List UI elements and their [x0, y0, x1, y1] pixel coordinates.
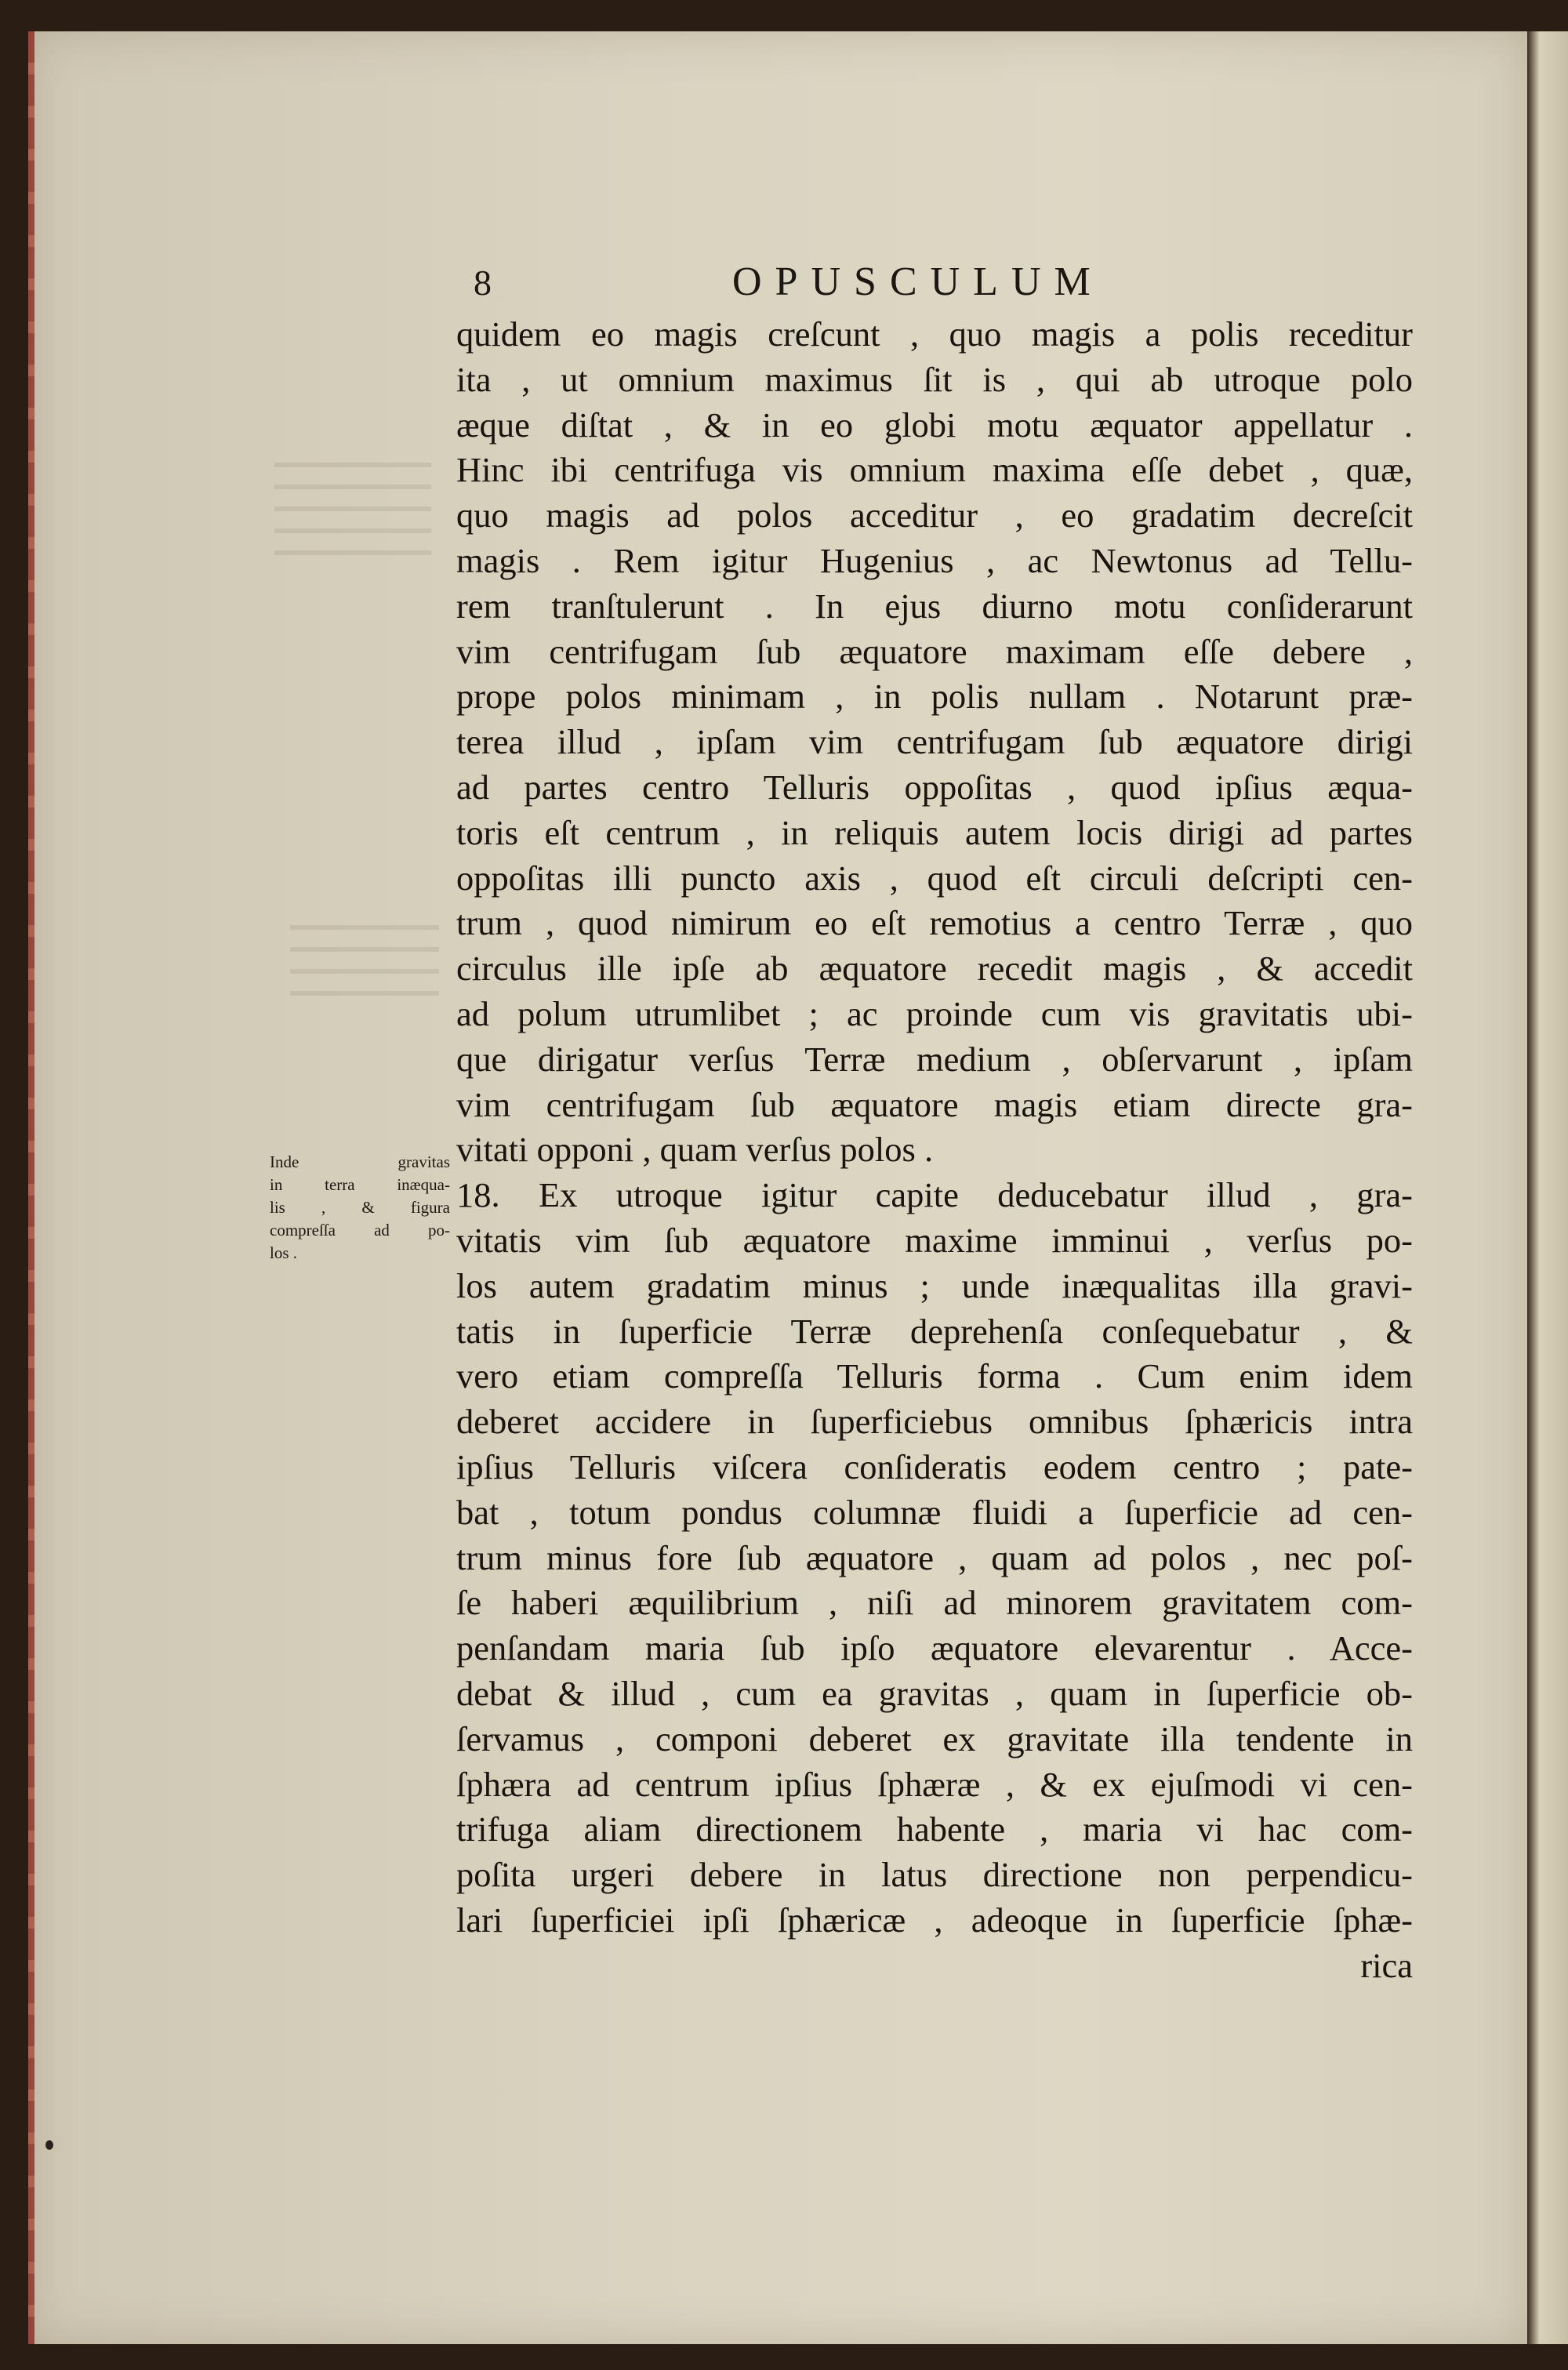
text-line: ſe haberi æquilibrium , niſi ad minorem gravitatem com- [456, 1583, 1413, 1623]
margin-note-line: lis , & figura [270, 1198, 450, 1217]
running-head [466, 259, 1422, 314]
text-line: prope polos minimam , in polis nullam . Notarunt præ- [456, 677, 1413, 717]
margin-note-line: los . [270, 1243, 298, 1262]
text-line: ipſius Telluris viſcera conſideratis eodem centro ; pate- [456, 1446, 1413, 1486]
text-line: quo magis ad polos acceditur , eo gradatim decreſcit [456, 495, 1413, 535]
text-line: circulus ille ipſe ab æquatore recedit magis , & accedit [456, 949, 1413, 989]
text-line: magis . Rem igitur Hugenius , ac Newtonus ad Tellu- [456, 540, 1413, 580]
next-page-edge [1527, 31, 1568, 2344]
margin-note-line: compreſſa ad po- [270, 1221, 450, 1239]
text-line: trifuga aliam directionem habente , maria vi hac com- [456, 1809, 1413, 1849]
text-line: ſervamus , componi deberet ex gravitate illa tendente in [456, 1719, 1413, 1758]
text-line: ſphæra ad centrum ipſius ſphæræ , & ex ejuſmodi vi cen- [456, 1764, 1413, 1804]
text-line: ad polum utrumlibet ; ac proinde cum vis gravitatis ubi- [456, 993, 1413, 1033]
page-number: 8 [474, 263, 492, 303]
text-line: poſita urgeri debere in latus directione non perpendicu- [456, 1855, 1413, 1895]
running-title: OPUSCULUM [732, 260, 1104, 304]
text-line: rem tranſtulerunt . In ejus diurno motu conſiderarunt [456, 586, 1413, 626]
text-line: æque diſtat , & in eo globi motu æquator appellatur . [456, 405, 1413, 445]
ink-speck [45, 2140, 53, 2150]
text-line: ad partes centro Telluris oppoſitas , quod ipſius æqua- [456, 767, 1413, 807]
text-line: trum , quod nimirum eo eſt remotius a centro Terræ , quo [456, 903, 1413, 943]
text-line: que dirigatur verſus Terræ medium , obſervarunt , ipſam [456, 1039, 1413, 1079]
text-line: trum minus fore ſub æquatore , quam ad polos , nec poſ- [456, 1537, 1413, 1577]
catchword: rica [1360, 1945, 1413, 1985]
margin-note [270, 1151, 450, 1265]
text-line: los autem gradatim minus ; unde inæqualitas illa gravi- [456, 1265, 1413, 1305]
text-line: toris eſt centrum , in reliquis autem locis dirigi ad partes [456, 812, 1413, 852]
text-line: debat & illud , cum ea gravitas , quam in ſuperficie ob- [456, 1673, 1413, 1713]
margin-note-line: Inde gravitas [270, 1152, 450, 1171]
body-text [456, 312, 1413, 1988]
text-line: ita , ut omnium maximus ſit is , qui ab utroque polo [456, 359, 1413, 399]
bleed-through-mark [290, 925, 439, 996]
text-line: deberet accidere in ſuperficiebus omnibus ſphæricis intra [456, 1402, 1413, 1442]
text-line: vitatis vim ſub æquatore maxime imminui , verſus po- [456, 1220, 1413, 1260]
text-line: quidem eo magis creſcunt , quo magis a polis receditur [456, 314, 1413, 354]
red-page-edge [28, 31, 34, 2344]
text-line: oppoſitas illi puncto axis , quod eſt circuli deſcripti cen- [456, 858, 1413, 898]
text-line: penſandam maria ſub ipſo æquatore elevarentur . Acce- [456, 1628, 1413, 1668]
text-line: vitati opponi , quam verſus polos . [456, 1130, 934, 1170]
section-start-line: 18. Ex utroque igitur capite deducebatur illud , gra- [456, 1175, 1413, 1215]
text-line: tatis in ſuperficie Terræ deprehenſa conſequebatur , & [456, 1311, 1413, 1351]
text-line: terea illud , ipſam vim centrifugam ſub æquatore dirigi [456, 722, 1413, 762]
margin-note-line: in terra inæqua- [270, 1175, 450, 1194]
text-line: Hinc ibi centrifuga vis omnium maxima eſſe debet , quæ, [456, 450, 1413, 490]
bleed-through-mark [274, 463, 431, 557]
text-line: vero etiam compreſſa Telluris forma . Cum enim idem [456, 1356, 1413, 1396]
text-line: vim centrifugam ſub æquatore maximam eſſe debere , [456, 631, 1413, 671]
text-line: bat , totum pondus columnæ fluidi a ſuperficie ad cen- [456, 1492, 1413, 1532]
text-line: vim centrifugam ſub æquatore magis etiam directe gra- [456, 1084, 1413, 1124]
text-line: lari ſuperficiei ipſi ſphæricæ , adeoque in ſuperficie ſphæ- [456, 1900, 1413, 1940]
